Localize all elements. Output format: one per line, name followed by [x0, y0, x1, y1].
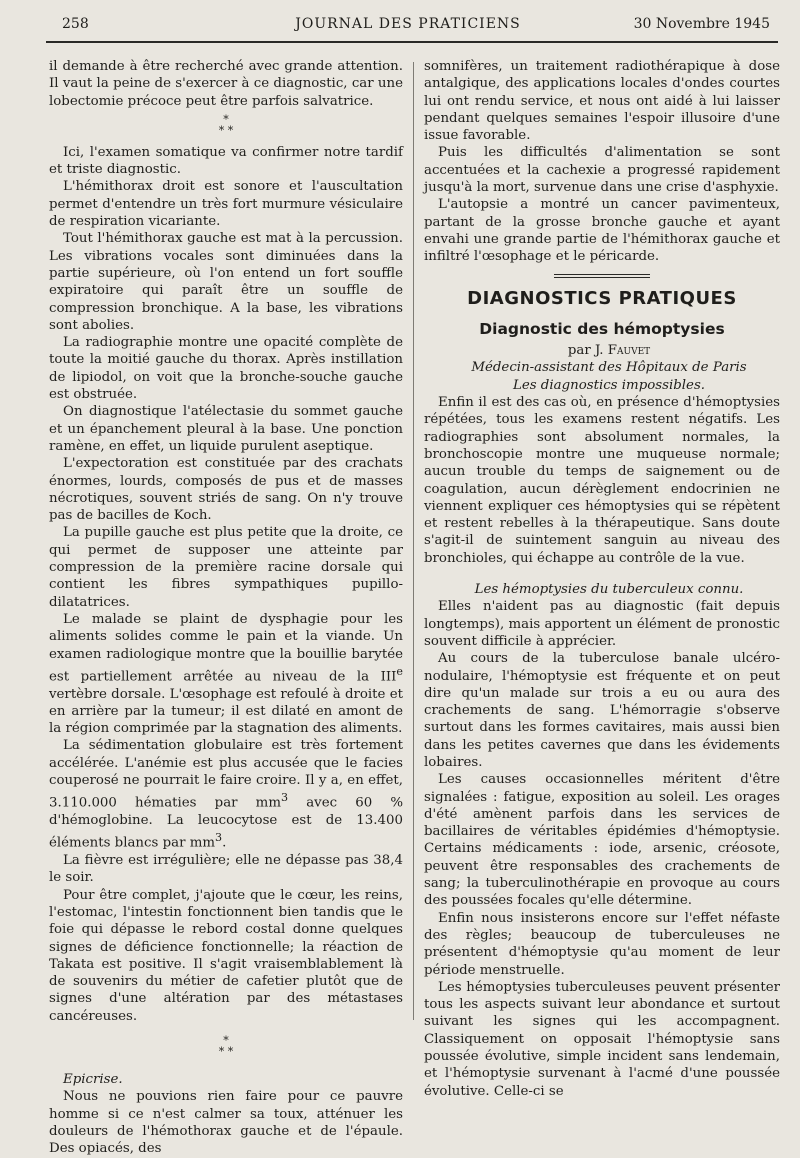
paragraph: Enfin nous insisterons encore sur l'effet néfaste des règles; beaucoup de tuberculeuses ne présentent d'hémoptysie qu'au moment de leur période menstruelle.: [424, 910, 780, 978]
section-break-stars: [49, 1025, 403, 1071]
paragraph: L'autopsie a montré un cancer pavimenteux, partant de la grosse bronche gauche et ayant envahi une grande partie de l'hémithorax gauche et infiltré l'œsophage et le péricarde.: [424, 197, 780, 265]
paragraph: Nous ne pouvions rien faire pour ce pauvre homme si ce n'est calmer sa toux, atténuer les douleurs de l'hémothorax gauche et de l'épaule. Des opiacés, des: [49, 1089, 403, 1157]
paragraph: La radiographie montre une opacité complète de toute la moitié gauche du thorax. Après instillation de lipiodol, on voit que la bronche-souche gauche est obstruée.: [49, 335, 403, 403]
left-column: [49, 58, 403, 1158]
paragraph: Les hémoptysies tuberculeuses peuvent présenter tous les aspects suivant leur abondance et surtout suivant les signes qui les accompagnent. Classiquement on opposait l'hémoptysie sans poussée évolutive, simple incident sans lendemain, et l'hémoptysie survenant à l'acmé d'une poussée évolutive. Celle-ci se: [424, 979, 780, 1099]
byline: [424, 342, 780, 359]
journal-title: JOURNAL DES PRATICIENS: [295, 16, 521, 32]
page-number: 258: [62, 16, 89, 32]
double-rule: [554, 274, 650, 278]
star: *: [223, 1034, 229, 1048]
paragraph: [49, 611, 403, 738]
right-column: [424, 58, 780, 1100]
subheading: Les diagnostics impossibles.: [512, 377, 706, 393]
paragraph: La fièvre est irrégulière; elle ne dépasse pas 38,4 le soir.: [49, 853, 403, 886]
paragraph: Puis les difficultés d'alimentation se sont accentuées et la cachexie a progressé rapidement jusqu'à la mort, survenue dans une crise d'asphyxie.: [424, 145, 780, 196]
star: *: [223, 112, 229, 126]
paragraph: Elles n'aident pas au diagnostic (fait depuis longtemps), mais apportent un élément de pronostic souvent difficile à apprécier.: [424, 599, 780, 649]
text-run: .: [222, 835, 227, 851]
paragraph: Les causes occasionnelles méritent d'être signalées : fatigue, exposition au soleil. Les orages d'été amènent parfois dans les services de bacillaires de véritables épidémies d'hémoptysie. Certains médicaments : iode, arsenic, créosote, peuvent être responsables des crachements de sang; la tuberculinothérapie en provoque au cours des poussées focales qu'elle détermine.: [424, 772, 780, 909]
paragraph: On diagnostique l'atélectasie du sommet gauche et un épanchement pleural à la base. Une ponction ramène, en effet, un liquide purulent aseptique.: [49, 404, 403, 454]
stars: * *: [218, 123, 234, 137]
text-run: Le malade se plaint de dysphagie pour les aliments solides comme le pain et la viande. Un examen radiologique montre que la bouillie barytée est partiellement arrêtée au niveau de la III: [49, 611, 403, 685]
issue-date: 30 Novembre 1945: [633, 16, 770, 32]
text-run: avec 60 % d'hémoglobine. La leucocytose est de 13.400 éléments blancs par mm: [49, 795, 403, 851]
text-run: La sédimentation globulaire est très fortement accélérée. L'anémie est plus accusée que le facies couperosé ne pourrait le faire croire. Il y a, en effet, 3.110.000 hématies par mm: [49, 738, 403, 811]
text-run: vertèbre dorsale. L'œsophage est refoulé à droite et en arrière par la tumeur; il est dilaté en amont de la région comprimée par la stagnation des aliments.: [49, 686, 403, 737]
paragraph: Tout l'hémithorax gauche est mat à la percussion. Les vibrations vocales sont diminuées dans la partie supérieure, où l'on entend un fort souffle expiratoire qui paraît être un souffle de compression bronchique. A la base, les vibrations sont abolies.: [49, 231, 403, 333]
article-title: Diagnostic des hémoptysies: [479, 319, 725, 338]
author-name: Fauvet: [607, 343, 651, 359]
header-rule: [46, 41, 778, 43]
superscript: e: [396, 664, 403, 678]
paragraph: Ici, l'examen somatique va confirmer notre tardif et triste diagnostic.: [49, 144, 403, 178]
paragraph: il demande à être recherché avec grande attention. Il vaut la peine de s'exercer à ce diagnostic, car une lobectomie précoce peut être parfois salvatrice.: [49, 59, 403, 109]
byline-prefix: par J.: [567, 343, 608, 359]
page-header: [46, 16, 770, 38]
superscript: 3: [280, 791, 289, 805]
paragraph: Au cours de la tuberculose banale ulcéro-nodulaire, l'hémoptysie est fréquente et on peut dire qu'un malade sur trois a eu ou aura des crachements de sang. L'hémorragie s'observe surtout dans les formes cavitaires, mais aussi bien dans les petites cavernes que dans les évidements lobaires.: [424, 651, 780, 770]
paragraph: Enfin il est des cas où, en présence d'hémoptysies répétées, tous les examens restent négatifs. Les radiographies sont absolument normales, la bronchoscopie montre une muqueuse normale; aucun trouble du temps de saignement ou de coagulation, aucun dérèglement endocrinien ne viennent expliquer ces hémoptysies qui se répètent et restent rebelles à la thérapeutique. Sans doute s'agit-il de suintement sanguin au niveau des bronchioles, qui échappe au contrôle de la vue.: [424, 395, 780, 566]
section-title: DIAGNOSTICS PRATIQUES: [467, 287, 737, 309]
paragraph: somnifères, un traitement radiothérapique à dose antalgique, des applications locales d'ondes courtes lui ont rendu service, et nous ont aidé à lui laisser pendant quelques semaines l'espoir illusoire d'une issue favorable.: [424, 59, 780, 144]
subheading: Les hémoptysies du tuberculeux connu.: [474, 582, 744, 598]
author-affiliation: Médecin-assistant des Hôpitaux de Paris: [471, 360, 747, 376]
paragraph: L'expectoration est constituée par des crachats énormes, lourds, composés de pus et de masses nécrotiques, souvent striés de sang. On n'y trouve pas de bacilles de Koch.: [49, 456, 403, 524]
column-divider: [413, 62, 414, 1020]
superscript: 3: [215, 831, 223, 845]
section-break-stars: [49, 110, 403, 144]
paragraph: La pupille gauche est plus petite que la droite, ce qui permet de supposer une atteinte par compression de la première racine dorsale qui contient les fibres sympathiques pupillo-dilatatrices.: [49, 525, 403, 610]
paragraph: Pour être complet, j'ajoute que le cœur, les reins, l'estomac, l'intestin fonctionnent bien tandis que le foie qui dépasse le rebord costal donne quelques signes de déficience fonctionnelle; la réaction de Takata est positive. Il s'agit vraisemblablement là de souvenirs du métier de cafetier plutôt que de signes d'une altération par des métastases cancéreuses.: [49, 887, 403, 1024]
stars: * *: [218, 1045, 234, 1059]
paragraph: [49, 737, 403, 852]
paragraph: L'hémithorax droit est sonore et l'auscultation permet d'entendre un très fort murmure vésiculaire de respiration vicariante.: [49, 179, 403, 230]
subheading-epicrise: Epicrise.: [63, 1072, 123, 1088]
